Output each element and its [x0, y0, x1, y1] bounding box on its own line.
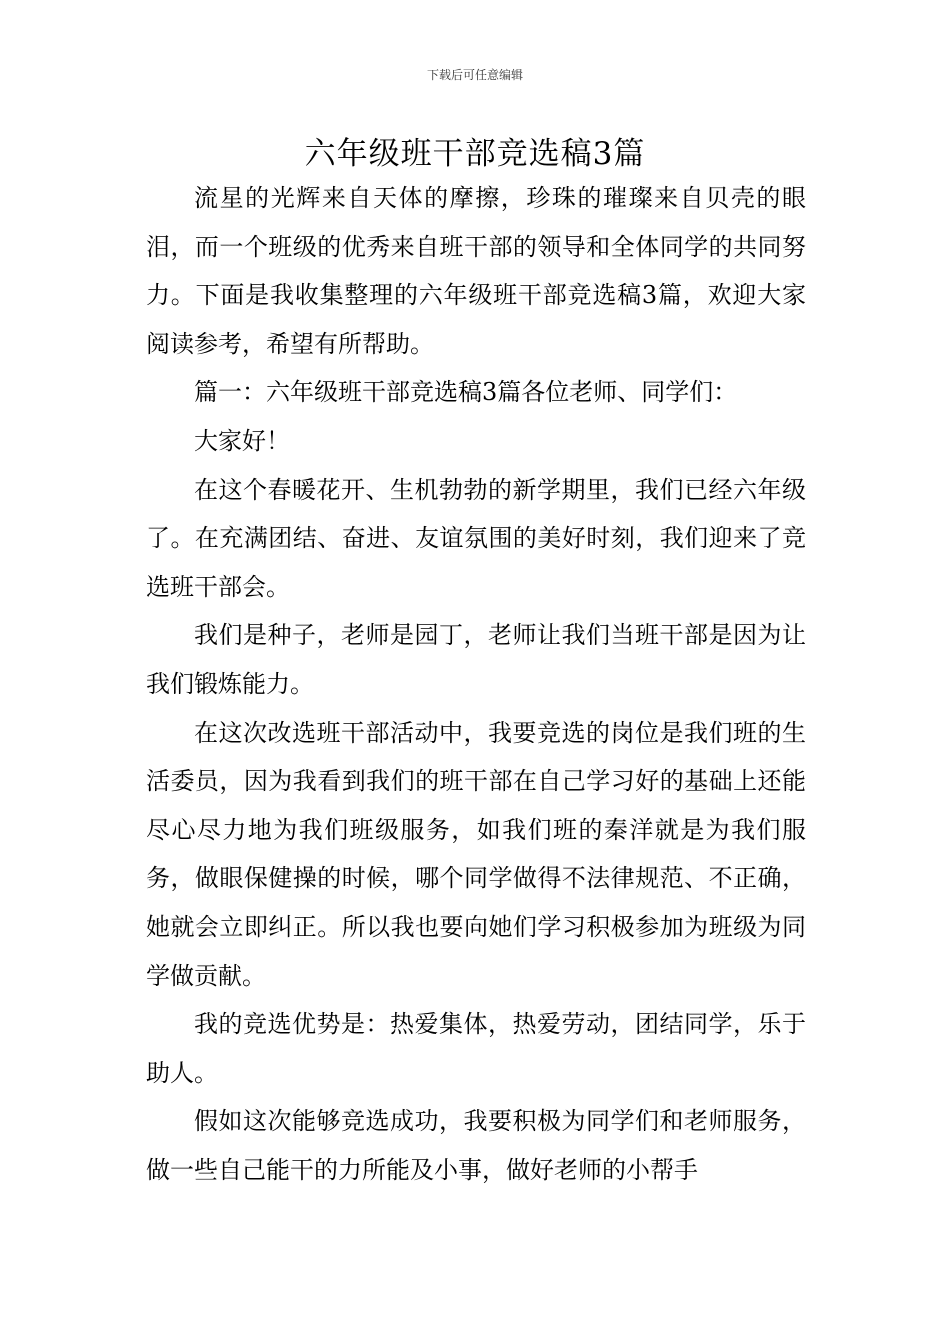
paragraph-strengths: 我的竞选优势是：热爱集体，热爱劳动，团结同学，乐于助人。	[146, 1010, 806, 1087]
document-body	[146, 174, 806, 1194]
paragraph-position: 在这次改选班干部活动中，我要竞选的岗位是我们班的生活委员，因为我看到我们的班干部在自己学习好的基础上还能尽心尽力地为我们班级服务，如我们班的秦洋就是为我们服务，做眼保健操的时候，哪个同学做得不法律规范、不正确，她就会立即纠正。所以我也要向她们学习积极参加为班级为同学做贡献。	[146, 718, 806, 990]
paragraph-greeting: 大家好！	[194, 426, 290, 455]
paragraph-intro: 流星的光辉来自天体的摩擦，珍珠的璀璨来自贝壳的眼泪，而一个班级的优秀来自班干部的领导和全体同学的共同努力。下面是我收集整理的六年级班干部竞选稿3篇，欢迎大家阅读参考，希望有所帮助。	[146, 184, 806, 358]
page-header: 下载后可任意编辑	[426, 68, 523, 82]
paragraph-seeds: 我们是种子，老师是园丁，老师让我们当班干部是因为让我们锻炼能力。	[146, 621, 806, 698]
paragraph-new-term: 在这个春暖花开、生机勃勃的新学期里，我们已经六年级了。在充满团结、奋进、友谊氛围的美好时刻，我们迎来了竞选班干部会。	[146, 475, 806, 601]
document-title: 六年级班干部竞选稿3篇	[304, 136, 646, 172]
paragraph-part-one-heading: 篇一：六年级班干部竞选稿3篇各位老师、同学们：	[194, 378, 738, 407]
paragraph-promise: 假如这次能够竞选成功，我要积极为同学们和老师服务，做一些自己能干的力所能及小事，做好老师的小帮手	[146, 1107, 806, 1184]
